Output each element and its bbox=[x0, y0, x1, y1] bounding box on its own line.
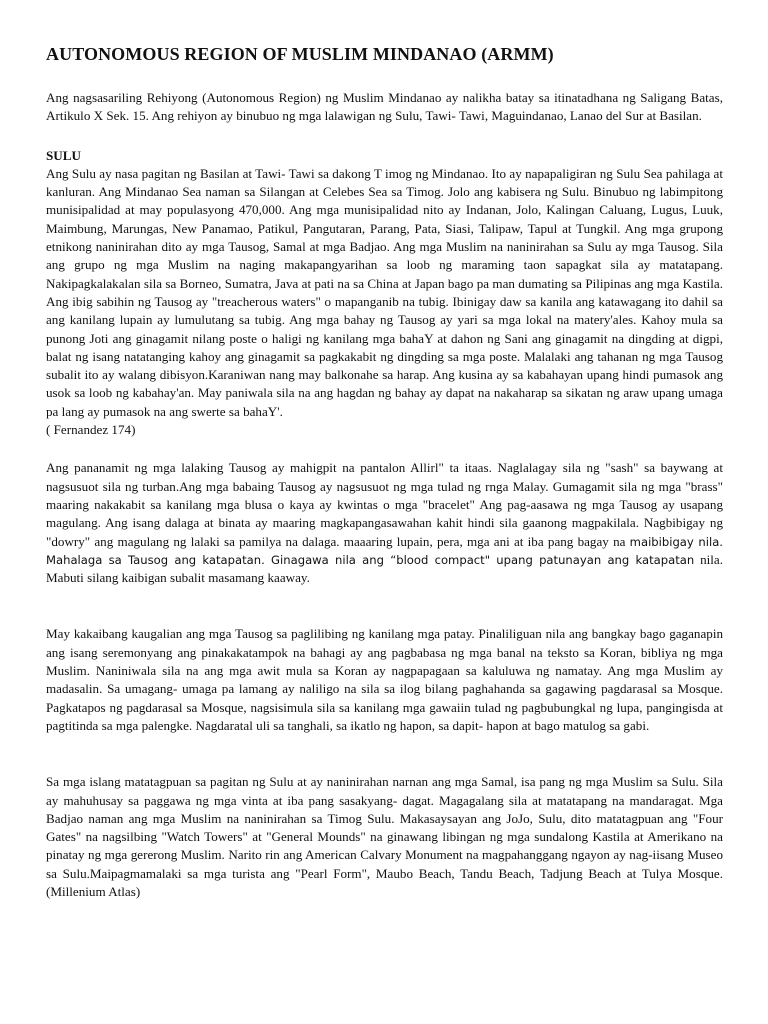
clothing-paragraph-part-b: maibibigay nila. Mahalaga sa Tausog ang katapatan. Ginagawa nila ang “blood compact" upang patunayan ang katapatan bbox=[46, 534, 723, 567]
intro-paragraph: Ang nagsasariling Rehiyong (Autonomous Region) ng Muslim Mindanao ay nalikha batay sa itinatadhana ng Saligang Batas, Artikulo X Sek. 15. Ang rehiyon ay binubuo ng mga lalawigan ng Sulu, Tawi- Tawi, Maguindanao, Lanao del Sur at Basilan. bbox=[46, 90, 723, 124]
clothing-paragraph-part-a: Ang pananamit ng mga lalaking Tausog ay mahigpit na pantalon Allirl" ta itaas. Naglalagay sila ng "sash" sa baywang at nagsusuot sila ng turban.Ang mga babaing Tausog ay nagsusuot ng mga tulad ng rnga Malay. Gumagamit sila ng mga "brass" maaring nakakabit sa kanilang mga blusa o kaya ay kwintas o mga "bracelet" Ang pag-aasawa ng mga Tausog ay usapang magulang. Ang isang dalaga at binata ay maaring magkapangasawahan kahit hindi sila gaanong magpakilala. Nagbibigay ng "dowry" ang magulang ng lalaki sa pamilya na dalaga. maaaring lupain, pera, mga ani at iba pang bagay na bbox=[46, 460, 723, 549]
sulu-paragraph: Ang Sulu ay nasa pagitan ng Basilan at Tawi- Tawi sa dakong T imog ng Mindanao. Ito ay napapaligiran ng Sulu Sea pahilaga at kanluran. Ang Mindanao Sea naman sa Silangan at Celebes Sea sa Timog. Jolo ang kabisera ng Sulu. Binubuo ng labimpitong munisipalidad at may populasyong 470,000. Ang mga munisipalidad nito ay Indanan, Jolo, Kalingan Caluang, Lugus, Luuk, Maimbung, Marungas, New Panamao, Patikul, Pangutaran, Parang, Pata, Siasi, Talipaw, Tapul at Tungkil. Ang mga grupong etnikong naninirahan dito ay mga Tausog, Samal at mga Badjao. Ang mga Muslim na naninirahan sa Sulu ay mga Tausog. Sila ang grupo ng mga Muslim na naging makapangyarihan sa loob ng maraming taon sapagkat sila ay matatapang. Nakipagkalakalan sila sa Borneo, Sumatra, Java at pati na sa China at Japan bago pa man dumating sa Pilipinas ang mga Kastila. Ang ibig sabihin ng Tausog ay "treacherous waters" o mapanganib na tubig. Ibinigay daw sa kanila ang katawagang ito dahil sa ang kanilang lupain ay lumulutang sa tubig. Ang mga bahay ng Tausog ay yari sa mga lokal na matery'ales. Kahoy mula sa punong Joti ang ginagamit nilang poste o haligi ng kanilang mga bahaY at dahon ng Sani ang ginagamit na dingding at digpi, balat ng isang natatanging kahoy ang ginagamit sa pagkakabit ng dingding sa mga poste. Malalaki ang tahanan ng mga Tausog subalit ito ay walang dibisyon.Karaniwan nang may balkonahe sa harap. Ang kusina ay sa kabahayan upang hindi pumasok ang usok sa loob ng kabahay'an. May paniwala sila na ang hagdan ng bahay ay dapat na nakaharap sa sikatan ng araw upang umaga pa lang ay pumasok na ang swerte sa bahaY'. bbox=[46, 165, 723, 419]
citation: ( Fernandez 174) bbox=[46, 422, 136, 438]
clothing-paragraph bbox=[46, 459, 723, 587]
clothing-paragraph-part-c: nila. Mabuti silang kaibigan subalit masamang kaaway. bbox=[46, 551, 723, 586]
section-heading-sulu: SULU bbox=[46, 147, 81, 163]
document-title: AUTONOMOUS REGION OF MUSLIM MINDANAO (ARMM) bbox=[46, 44, 554, 64]
islands-paragraph: Sa mga islang matatagpuan sa pagitan ng Sulu at ay naninirahan narnan ang mga Samal, isa pang ng mga Muslim sa Sulu. Sila ay mahuhusay sa paggawa ng mga vinta at iba pang sasakyang- dagat. Magagalang sila at matatapang na mandaragat. Mga Badjao naman ang mga Muslim na naninirahan sa Timog Sulu. Makasaysayan ang JoJo, Sulu, dito matatagpuan ang "Four Gates" na nagsilbing "Watch Towers" at "General Mounds" na ginawang libingan ng mga sundalong Kastila at Amerikano na pinatay ng mga gererong Muslim. Narito rin ang American Calvary Monument na magpahanggang ngayon ay nag-iisang Museo sa Sulu.Maipagmamalaki sa mga turista ang "Pearl Form", Maubo Beach, Tandu Beach, Tadjung Beach at Tulya Mosque. (Millenium Atlas) bbox=[46, 774, 723, 899]
document-page bbox=[46, 44, 723, 901]
burial-paragraph: May kakaibang kaugalian ang mga Tausog sa paglilibing ng kanilang mga patay. Pinaliliguan nila ang bangkay bago gaganapin ang isang seremonyang ang pinakakatampok na bahagi ay ang pagbabasa ng mga banal na teksto sa Koran, bibliya ng mga Muslim. Naniniwala sila na ang mga awit mula sa Koran ay nagpapagaan sa kaluluwa ng namatay. Ang mga Muslim ay madasalin. Sa umagang- umaga pa lamang ay naliligo na sila sa ilog bilang paghahanda sa gagawing pagdarasal sa Mosque. Pagkatapos ng pagdarasal sa Mosque, nagsisimula sila sa kanilang mga gawaiin tulad ng pagbubungkal ng lupa, pangingisda at pagtitinda sa mga palengke. Nagdaratal uli sa tanghali, sa ikatlo ng hapon, sa dapit- hapon at bago matulog sa gabi. bbox=[46, 626, 723, 733]
